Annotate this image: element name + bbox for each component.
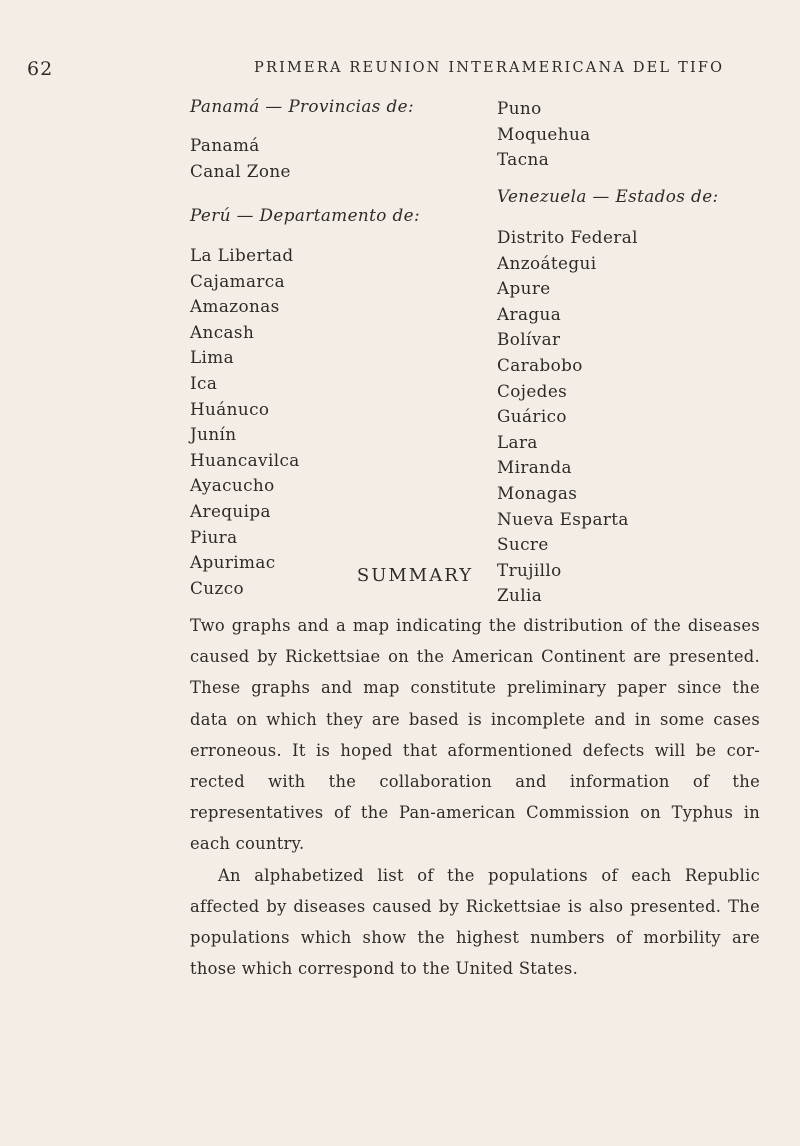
peru-section bbox=[190, 205, 420, 601]
list-item: Moquehua bbox=[497, 123, 591, 144]
peru-continued-section bbox=[497, 96, 591, 173]
list-item: Ica bbox=[190, 372, 218, 393]
list-item: Nueva Esparta bbox=[497, 508, 629, 529]
list-item: Amazonas bbox=[190, 296, 280, 317]
list-item: Junín bbox=[190, 424, 237, 445]
panama-heading: Panamá — Provincias de: bbox=[190, 96, 415, 116]
list-item: Lara bbox=[497, 431, 538, 452]
list-item: La Libertad bbox=[190, 245, 294, 265]
list-item: Puno bbox=[497, 98, 542, 118]
list-item: Ayacucho bbox=[190, 475, 275, 496]
list-item: Canal Zone bbox=[190, 160, 291, 181]
list-item: Guárico bbox=[497, 406, 567, 427]
running-head: PRIMERA REUNION INTERAMERICANA DEL TIFO bbox=[254, 60, 725, 76]
list-item: Anzoátegui bbox=[497, 252, 597, 273]
list-item: Distrito Federal bbox=[497, 227, 638, 247]
list-item: Aragua bbox=[497, 303, 562, 324]
peru-heading: Perú — Departamento de: bbox=[190, 205, 421, 225]
venezuela-section bbox=[497, 186, 719, 609]
summary-paragraph: Two graphs and a map indicating the distribution of the diseases caused by Rickettsiae on the American Continent are presented. These graphs and map constitute preliminary paper since the data on which they are based is incomplete and in some cases erroneous. It is hoped that aformentioned defects will be cor-rected with the collaboration and information of the representatives of the Pan-american Commission on Typhus in each country. bbox=[190, 616, 760, 854]
list-item: Miranda bbox=[497, 457, 572, 478]
summary-body bbox=[190, 610, 760, 984]
list-item: Huánuco bbox=[190, 398, 270, 419]
list-item: Monagas bbox=[497, 482, 578, 503]
summary-title: SUMMARY bbox=[356, 565, 474, 586]
list-item: Lima bbox=[190, 347, 235, 368]
list-item: Apure bbox=[497, 278, 551, 299]
list-item: Trujillo bbox=[497, 559, 562, 580]
summary-paragraph: An alphabetized list of the populations of each Republic affected by diseases caused by Rickettsiae is also presented. The populations which show the highest numbers of morbility are those which correspond to the United States. bbox=[190, 865, 760, 979]
panama-section bbox=[190, 96, 414, 184]
list-item: Carabobo bbox=[497, 354, 583, 375]
list-item: Ancash bbox=[190, 321, 255, 342]
list-item: Tacna bbox=[497, 149, 550, 170]
list-item: Cuzco bbox=[190, 577, 244, 598]
list-item: Cajamarca bbox=[190, 270, 285, 291]
list-item: Arequipa bbox=[190, 500, 271, 521]
list-item: Zulia bbox=[497, 585, 543, 606]
venezuela-heading: Venezuela — Estados de: bbox=[497, 186, 719, 206]
list-item: Cojedes bbox=[497, 380, 568, 401]
list-item: Apurimac bbox=[190, 552, 276, 573]
list-item: Bolívar bbox=[497, 329, 561, 350]
page-header bbox=[0, 58, 800, 88]
list-item: Piura bbox=[190, 526, 238, 547]
list-item: Huancavilca bbox=[190, 449, 300, 470]
list-item: Panamá bbox=[190, 135, 260, 155]
page-number: 62 bbox=[27, 58, 54, 80]
list-item: Sucre bbox=[497, 534, 549, 555]
